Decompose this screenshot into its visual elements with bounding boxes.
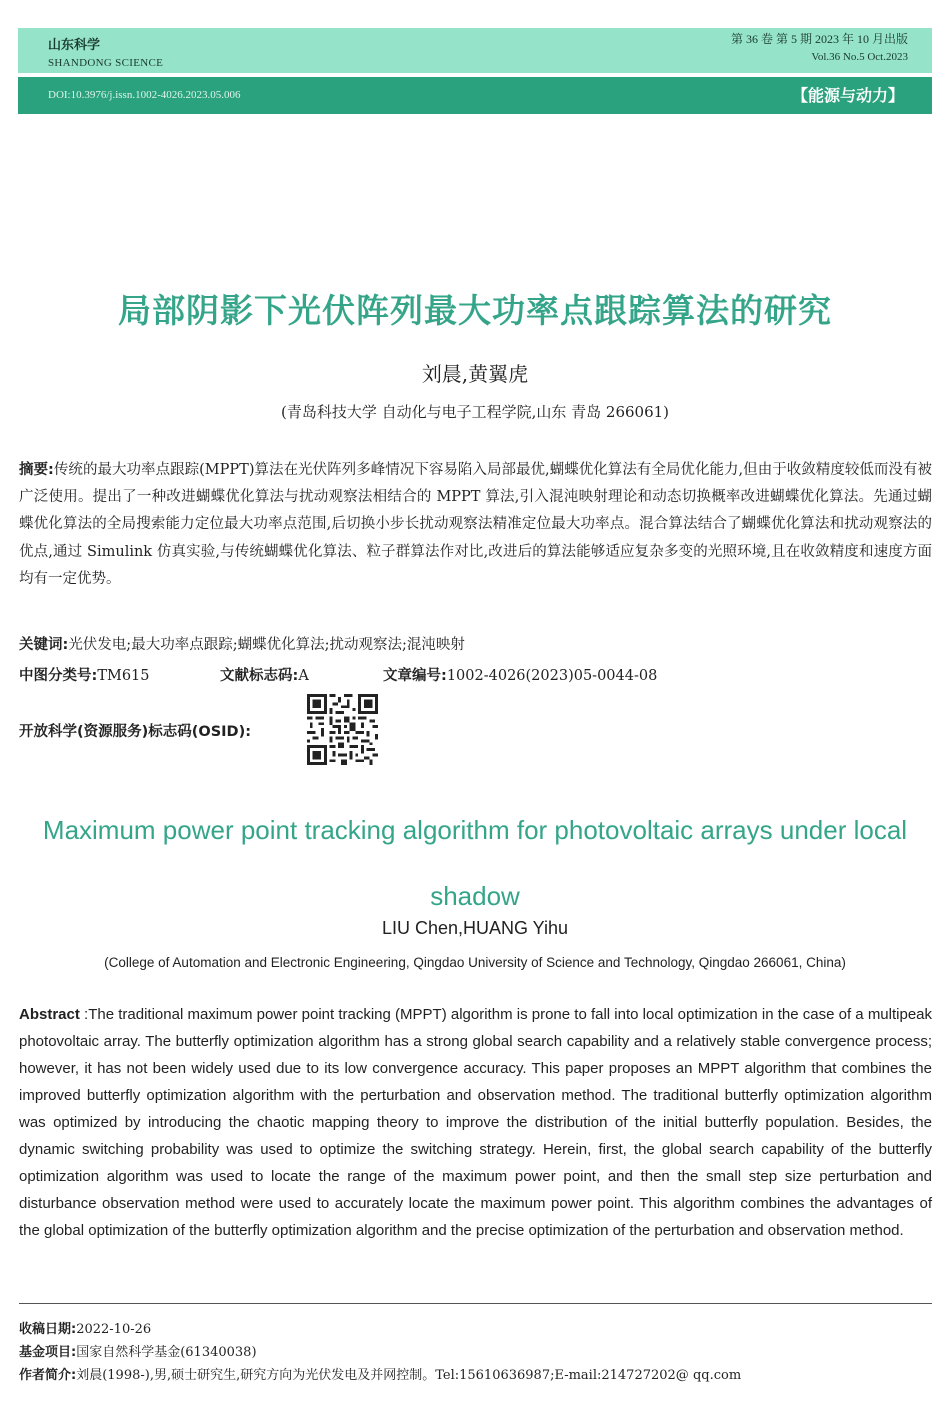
paper-title-cn: 局部阴影下光伏阵列最大功率点跟踪算法的研究 [118,291,832,330]
affiliation-cn: (青岛科技大学 自动化与电子工程学院,山东 青岛 266061) [280,403,670,421]
article-no-item [383,664,657,685]
keywords-label: 关键词: [19,637,69,653]
journal-name-block [48,34,163,69]
osid-row [19,720,251,741]
paper-title-en: Maximum power point tracking algorithm for photovoltaic arrays under local shadow [42,815,908,911]
doi-bar [18,77,932,114]
clc-item [19,664,150,685]
abstract-en-label: Abstract [19,1006,80,1023]
clc-value: TM615 [97,668,150,684]
author-info-label: 作者简介: [19,1368,77,1383]
issue-info-cn: 第 36 卷 第 5 期 2023 年 10 月出版 [730,32,908,46]
article-no-value: 1002-4026(2023)05-0044-08 [446,668,658,684]
abstract-en [19,1001,932,1244]
doc-code-value: A [298,668,309,684]
keywords-text: 光伏发电;最大功率点跟踪;蝴蝶优化算法;扰动观察法;混沌映射 [68,637,465,653]
doc-code-label: 文献标志码: [220,668,299,684]
journal-header-band [18,28,932,73]
affiliation-en: (College of Automation and Electronic Engineering, Qingdao University of Science and Technology, Qingdao 266061, China) [104,955,846,970]
section-label: 【能源与动力】 [791,86,904,105]
clc-label: 中图分类号: [19,668,98,684]
osid-qr-code-icon[interactable] [307,694,378,765]
abstract-cn-text: 传统的最大功率点跟踪(MPPT)算法在光伏阵列多峰情况下容易陷入局部最优,蝴蝶优化算法有全局优化能力,但由于收敛精度较低而没有被广泛使用。提出了一种改进蝴蝶优化算法与扰动观察法相结合的 MPPT 算法,引入混沌映射理论和动态切换概率改进蝴蝶优化算法。先通过蝴蝶优化算法的全局搜索能力定位最大功率点范围,后切换小步长扰动观察法精准定位最大功率点。混合算法结合了蝴蝶优化算法和扰动观察法的优点,通过 Simulink 仿真实验,与传统蝴蝶优化算法、粒子群算法作对比,改进后的算法能够适应复杂多变的光照环境,且在收敛精度和速度方面均有一定优势。 [19,462,932,587]
received-value: 2022-10-26 [76,1322,152,1337]
journal-name-cn: 山东科学 [48,38,101,53]
abstract-cn-label: 摘要: [19,462,54,478]
abstract-cn [19,457,932,593]
footnote-divider [19,1303,932,1304]
authors-en: LIU Chen,HUANG Yihu [381,918,569,938]
doc-code-item [220,664,309,685]
received-label: 收稿日期: [19,1322,77,1337]
fund-row [19,1341,741,1364]
issue-info-block [731,30,908,63]
footnotes [19,1318,741,1387]
author-info-value: 刘晨(1998-),男,硕士研究生,研究方向为光伏发电及并网控制。Tel:15610636987;E-mail:214727202@ qq.com [76,1368,742,1383]
issue-info-en: Vol.36 No.5 Oct.2023 [811,51,908,63]
authors-cn: 刘晨,黄翼虎 [421,362,529,386]
doi-text[interactable]: DOI:10.3976/j.issn.1002-4026.2023.05.006 [48,89,241,101]
article-no-label: 文章编号: [383,668,447,684]
journal-name-en: SHANDONG SCIENCE [48,57,164,69]
fund-value: 国家自然科学基金(61340038) [76,1345,257,1360]
abstract-en-text: :The traditional maximum power point tracking (MPPT) algorithm is prone to fall into local optimization in the case of a multipeak photovoltaic array. The butterfly optimization algorithm has a strong global search capability and a relatively stable convergence process; however, it has not been widely used due to its low convergence accuracy. This paper proposes an MPPT algorithm that combines the improved butterfly optimization algorithm with the perturbation and observation method. The traditional butterfly optimization algorithm was optimized by introducing the chaotic mapping theory to improve the distribution of the initial butterfly population. Besides, the dynamic switching probability was used to optimize the switching strategy. Herein, first, the global search capability of the butterfly optimization algorithm was used to locate the range of the maximum power point, and then the small step size perturbation and disturbance observation method were used to accurately locate the maximum power point. This algorithm combines the advantages of the global optimization of the butterfly optimization algorithm and the precise optimization of the perturbation and observation method. [19,1006,933,1239]
fund-label: 基金项目: [19,1345,77,1360]
osid-label: 开放科学(资源服务)标志码(OSID): [19,724,252,740]
received-date-row [19,1318,741,1341]
author-info-row [19,1364,741,1387]
keywords-row [19,633,465,654]
